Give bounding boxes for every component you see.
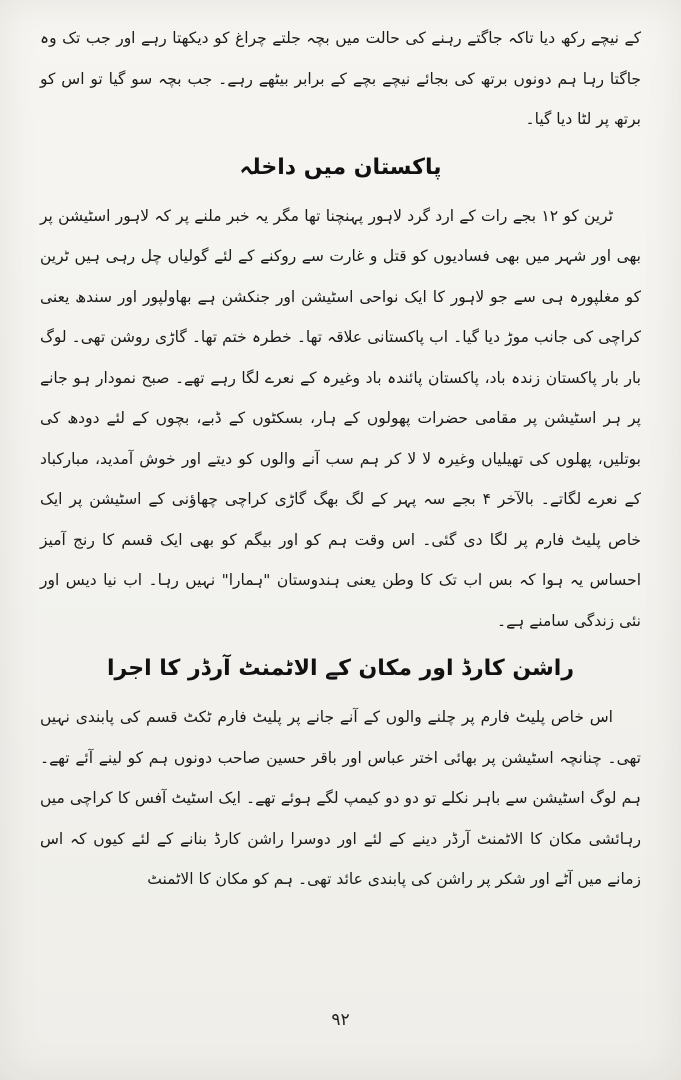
section-heading-entering-pakistan: پاکستان میں داخلہ bbox=[239, 154, 442, 180]
paragraph-continuation: کے نیچے رکھ دیا تاکہ جاگتے رہنے کی حالت میں بچہ جلتے چراغ کو دیکھتا رہے اور جب تک وہ جاگتا رہا ہم دونوں برتھ کی بجائے نیچے بچے کے برابر بیٹھے رہے۔ جب بچہ سو گیا تو اس کو برتھ پر لٹا دیا گیا۔ bbox=[40, 29, 642, 128]
page-number: ۹۲ bbox=[331, 1010, 350, 1030]
section-heading-ration-card: راشن کارڈ اور مکان کے الاٹمنٹ آرڈر کا اجرا bbox=[107, 656, 574, 681]
paragraph-train-journey: ٹرین کو ۱۲ بجے رات کے ارد گرد لاہور پہنچنا تھا مگر یہ خبر ملنے پر کہ لاہور اسٹیشن پر بھی اور شہر میں بھی فسادیوں کو قتل و غارت سے روکنے کے لئے گولیاں چل رہی ہیں ٹرین کو مغلپورہ ہی سے جو لاہور کا ایک نواحی اسٹیشن اور جنکشن ہے بھاولپور اور سندھ یعنی کراچی کی جانب موڑ دیا گیا۔ اب پاکستانی علاقہ تھا۔ خطرہ ختم تھا۔ گاڑی روشن تھی۔ لوگ بار بار پاکستان زندہ باد، پاکستان پائندہ باد وغیرہ کے نعرے لگا رہے تھے۔ صبح نمودار ہو جانے پر ہر اسٹیشن پر مقامی حضرات پھولوں کے ہار، بسکٹوں کے ڈبے، بچوں کے لئے دودھ کی بوتلیں، پھلوں کی تھیلیاں وغیرہ لا لا کر ہم سب آنے والوں کو دیتے اور خوش آمدید، مبارکباد کے نعرے لگاتے۔ بالآخر ۴ بجے سہ پہر کے لگ بھگ گاڑی کراچی چھاؤنی کے اسٹیشن پر ایک خاص پلیٹ فارم پر لگا دی گئی۔ اس وقت ہم کو اور بیگم کو بھی ایک قسم کا رنج آمیز احساس یہ ہوا کہ بس اب تک کا وطن یعنی ہندوستان "ہمارا" نہیں رہا۔ اب نیا دیس اور نئی زندگی سامنے ہے۔ bbox=[40, 206, 641, 630]
paragraph-platform: اس خاص پلیٹ فارم پر چلنے والوں کے آنے جانے پر پلیٹ فارم ٹکٹ قسم کی پابندی نہیں تھی۔ چنانچہ اسٹیشن پر بھائی اختر عباس اور باقر حسین صاحب دونوں ہم کو لینے آئے تھے۔ ہم لوگ اسٹیشن سے باہر نکلے تو دو دو کیمپ لگے ہوئے تھے۔ ایک اسٹیٹ آفس کا کراچی میں رہائشی مکان کا الاٹمنٹ آرڈر دینے کے لئے اور دوسرا راشن کارڈ بنانے کے لئے کیوں کہ اس زمانے میں آٹے اور شکر پر راشن کی پابندی عائد تھی۔ ہم کو مکان کا الاٹمنٹ bbox=[40, 708, 641, 888]
page-content bbox=[40, 18, 641, 1020]
